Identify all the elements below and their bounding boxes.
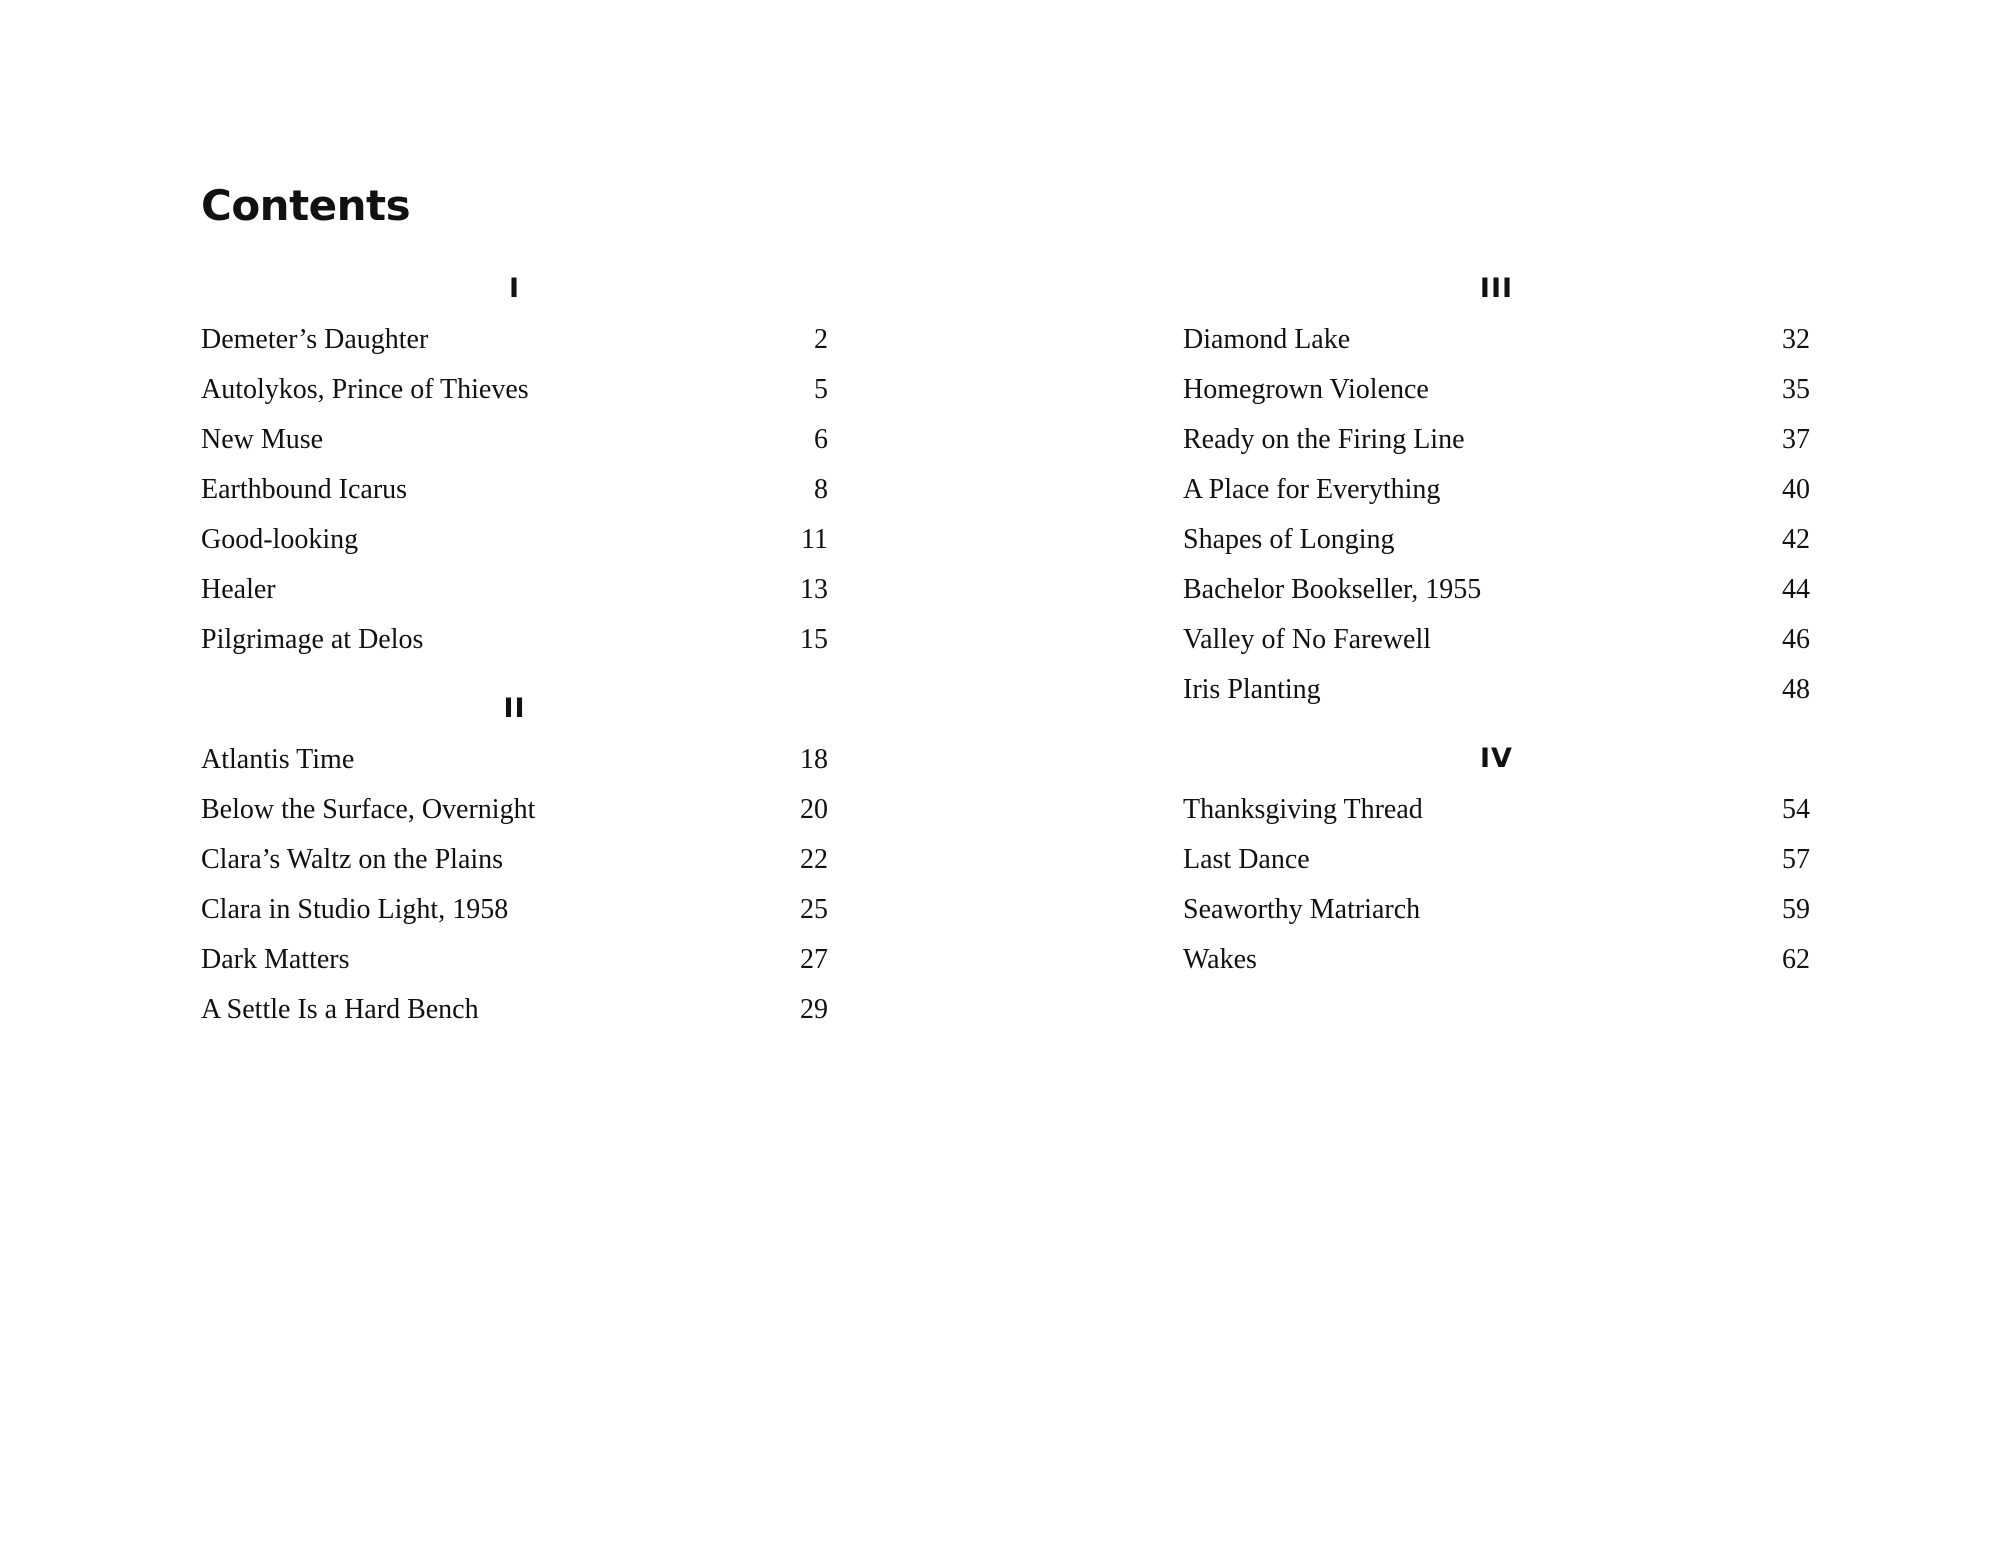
entry-page-number: 44: [1782, 574, 1810, 605]
entry-title: Clara in Studio Light, 1958: [201, 894, 509, 925]
toc-entry[interactable]: [201, 515, 828, 565]
entry-title: Seaworthy Matriarch: [1183, 894, 1421, 925]
entry-page-number: 37: [1782, 424, 1810, 455]
toc-section-1: [201, 270, 828, 665]
toc-entry[interactable]: [1183, 885, 1810, 935]
toc-entry[interactable]: [1183, 615, 1810, 665]
entry-page-number: 8: [814, 474, 828, 505]
entry-page-number: 2: [814, 324, 828, 355]
entry-title: Dark Matters: [201, 944, 350, 975]
entry-page-number: 11: [801, 524, 828, 555]
toc-entry[interactable]: [1183, 565, 1810, 615]
toc-entry[interactable]: [1183, 465, 1810, 515]
section-heading: II: [503, 693, 526, 724]
section-heading: III: [1479, 273, 1514, 304]
entry-title: Thanksgiving Thread: [1183, 794, 1423, 825]
page-title: Contents: [201, 181, 411, 230]
entry-title: Atlantis Time: [201, 744, 355, 775]
toc-entry[interactable]: [201, 465, 828, 515]
entry-title: A Settle Is a Hard Bench: [201, 994, 479, 1025]
entry-page-number: 18: [800, 744, 828, 775]
entry-title: Pilgrimage at Delos: [201, 624, 424, 655]
entry-title: Earthbound Icarus: [201, 474, 408, 505]
section-heading: IV: [1480, 743, 1513, 774]
toc-section-4: [1183, 740, 1810, 985]
toc-entry[interactable]: [201, 315, 828, 365]
toc-entry[interactable]: [201, 785, 828, 835]
toc-section-3: [1183, 270, 1810, 715]
entry-page-number: 54: [1782, 794, 1810, 825]
entry-page-number: 35: [1782, 374, 1810, 405]
toc-column-right: [1183, 270, 1810, 985]
toc-entry[interactable]: [201, 735, 828, 785]
toc-entry[interactable]: [1183, 315, 1810, 365]
entry-title: Healer: [201, 574, 276, 605]
entry-page-number: 46: [1782, 624, 1810, 655]
toc-entry[interactable]: [201, 365, 828, 415]
entry-page-number: 22: [800, 844, 828, 875]
entry-title: Diamond Lake: [1183, 324, 1351, 355]
toc-entry-list: [201, 315, 828, 665]
entry-page-number: 5: [814, 374, 828, 405]
entry-title: Below the Surface, Overnight: [201, 794, 536, 825]
entry-title: Shapes of Longing: [1183, 524, 1395, 555]
toc-entry[interactable]: [1183, 835, 1810, 885]
entry-page-number: 29: [800, 994, 828, 1025]
entry-page-number: 32: [1782, 324, 1810, 355]
entry-page-number: 48: [1782, 674, 1810, 705]
entry-page-number: 42: [1782, 524, 1810, 555]
toc-entry[interactable]: [201, 565, 828, 615]
entry-title: Wakes: [1183, 944, 1257, 975]
toc-entry[interactable]: [201, 985, 828, 1035]
entry-title: Homegrown Violence: [1183, 374, 1429, 405]
toc-column-left: [201, 270, 828, 1035]
toc-entry-list: [1183, 315, 1810, 715]
entry-page-number: 15: [800, 624, 828, 655]
toc-entry[interactable]: [201, 615, 828, 665]
toc-entry[interactable]: [201, 885, 828, 935]
entry-title: Iris Planting: [1183, 674, 1321, 705]
toc-entry-list: [1183, 785, 1810, 985]
entry-page-number: 25: [800, 894, 828, 925]
toc-entry[interactable]: [1183, 515, 1810, 565]
entry-title: Valley of No Farewell: [1183, 624, 1432, 655]
entry-title: Last Dance: [1183, 844, 1310, 875]
toc-entry[interactable]: [1183, 415, 1810, 465]
entry-title: Demeter’s Daughter: [201, 324, 429, 355]
entry-title: Autolykos, Prince of Thieves: [201, 374, 529, 405]
entry-page-number: 59: [1782, 894, 1810, 925]
toc-entry[interactable]: [201, 935, 828, 985]
entry-title: A Place for Everything: [1183, 474, 1441, 505]
entry-title: Bachelor Bookseller, 1955: [1183, 574, 1482, 605]
entry-title: Clara’s Waltz on the Plains: [201, 844, 504, 875]
toc-entry[interactable]: [201, 415, 828, 465]
entry-page-number: 20: [800, 794, 828, 825]
entry-page-number: 6: [814, 424, 828, 455]
toc-entry[interactable]: [1183, 785, 1810, 835]
entry-title: Good-looking: [201, 524, 359, 555]
entry-title: New Muse: [201, 424, 324, 455]
entry-title: Ready on the Firing Line: [1183, 424, 1465, 455]
entry-page-number: 62: [1782, 944, 1810, 975]
toc-entry[interactable]: [201, 835, 828, 885]
toc-entry[interactable]: [1183, 935, 1810, 985]
toc-entry-list: [201, 735, 828, 1035]
entry-page-number: 27: [800, 944, 828, 975]
toc-entry[interactable]: [1183, 365, 1810, 415]
entry-page-number: 40: [1782, 474, 1810, 505]
toc-section-2: [201, 690, 828, 1035]
toc-entry[interactable]: [1183, 665, 1810, 715]
entry-page-number: 13: [800, 574, 828, 605]
entry-page-number: 57: [1782, 844, 1810, 875]
section-heading: I: [508, 273, 521, 304]
